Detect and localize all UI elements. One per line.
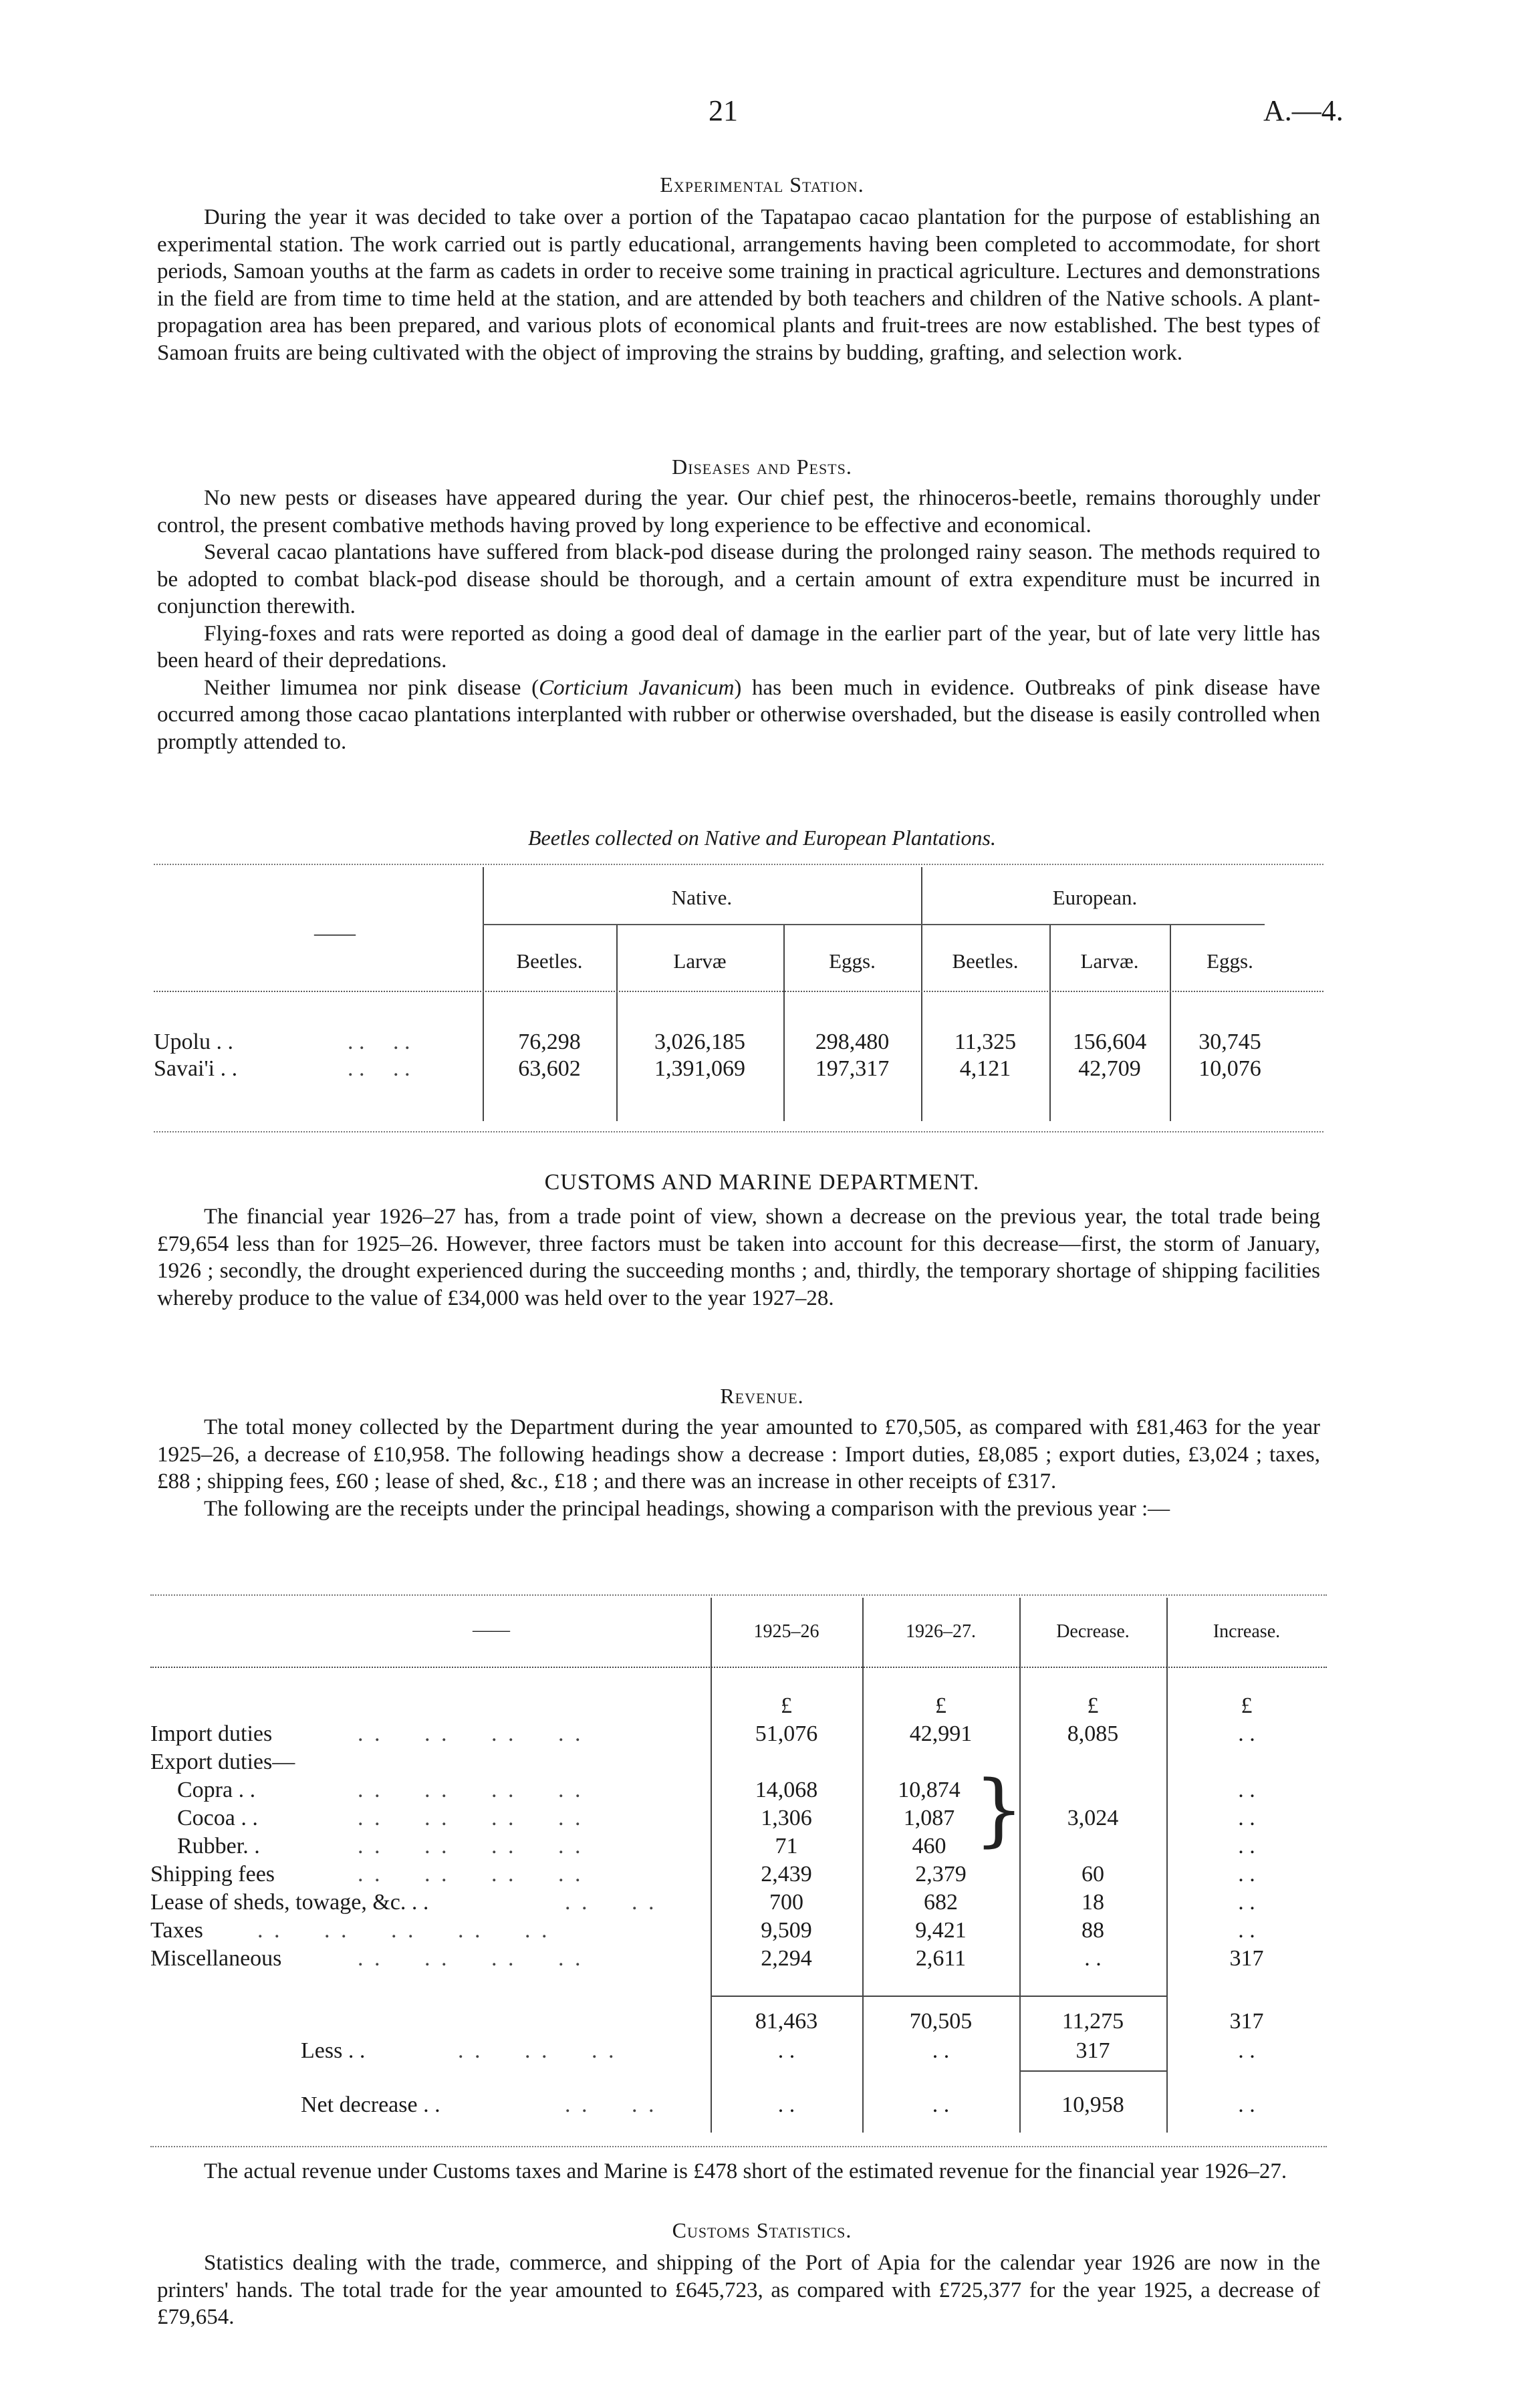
leader-dots: . . . . (348, 1056, 410, 1081)
paragraph-text: The actual revenue under Customs taxes and Marine is £478 short of the estimated revenue for the financial year 1926–27. (204, 2159, 1287, 2183)
column-header: Eggs. (1206, 949, 1253, 973)
header-rule (150, 1667, 1327, 1668)
table-cell: . . (1238, 2092, 1255, 2117)
table-cell: 460 (912, 1834, 946, 1858)
document-reference: A.—4. (1263, 94, 1344, 127)
beetles-table-caption: Beetles collected on Native and European Plantations. (528, 826, 996, 850)
row-label-taxes: Taxes (150, 1918, 203, 1943)
leader-dots: . . . . (565, 1890, 657, 1915)
column-header: Beetles. (952, 949, 1019, 973)
table-cell: . . (1238, 1862, 1255, 1887)
row-label-cocoa: Cocoa . . (177, 1806, 258, 1830)
table-cell: 11,325 (954, 1030, 1017, 1054)
beetles-table (154, 864, 1323, 1132)
table-top-rule (154, 864, 1323, 865)
table-cell: 1,087 (903, 1806, 955, 1830)
row-label-shipping-fees: Shipping fees (150, 1862, 275, 1887)
diseases-paragraph-1: No new pests or diseases have appeared during the year. Our chief pest, the rhinoceros-beetle, remains thoroughly under control, the present combative methods having proved by long experience to be effective and economical. (157, 486, 1320, 537)
stub-header: —— (314, 921, 356, 945)
currency-symbol: £ (1241, 1693, 1253, 1718)
column-header: Decrease. (1056, 1621, 1130, 1642)
table-cell: 1,391,069 (654, 1056, 745, 1081)
row-label-lease-of-sheds: Lease of sheds, towage, &c. . . (150, 1890, 429, 1915)
paragraph-text: The financial year 1926–27 has, from a trade point of view, shown a decrease on the previous year, the total trade being £79,654 less than for 1925–26. However, three factors must be taken into account for this decrease—first, the storm of January, 1926 ; secondly, the drought experienced during the succeeding months ; and, thirdly, the temporary shortage of shipping facilities whereby produce to the value of £34,000 was held over to the year 1927–28. (157, 1205, 1320, 1310)
diseases-heading: Diseases and Pests. (672, 455, 852, 479)
table-bottom-rule (150, 2146, 1327, 2147)
total-cell: 317 (1229, 2009, 1264, 2034)
row-label-miscellaneous: Miscellaneous (150, 1946, 282, 1971)
page-number: 21 (709, 94, 738, 127)
leader-dots: . . . . . . . . (358, 1946, 584, 1971)
total-cell: 70,505 (909, 2009, 973, 2034)
table-cell: . . (1238, 1918, 1255, 1943)
table-cell: . . (932, 2092, 950, 2117)
customs-statistics-paragraph (157, 2250, 1320, 2331)
leader-dots: . . . . (565, 2092, 657, 2117)
table-cell: 700 (769, 1890, 803, 1915)
experimental-station-heading: Experimental Station. (660, 172, 864, 197)
table-cell: 10,958 (1061, 2092, 1124, 2117)
row-label-upolu: Upolu . . (154, 1030, 233, 1054)
group-header-rule (483, 924, 1265, 925)
native-group-header: Native. (671, 886, 733, 909)
column-header: Eggs. (829, 949, 876, 973)
table-cell: . . (932, 2038, 950, 2063)
row-label-net-decrease: Net decrease . . (301, 2092, 440, 2117)
table-cell: 317 (1075, 2038, 1110, 2063)
row-label-copra: Copra . . (177, 1778, 256, 1802)
currency-symbol: £ (935, 1693, 946, 1718)
table-cell: 2,379 (915, 1862, 967, 1887)
european-group-header: European. (1052, 886, 1138, 909)
table-cell: 76,298 (518, 1030, 581, 1054)
subtotal-rule (711, 1996, 1166, 1997)
table-cell: 197,317 (815, 1056, 890, 1081)
table-cell: 18 (1082, 1890, 1104, 1915)
table-cell: 30,745 (1198, 1030, 1261, 1054)
row-label-import-duties: Import duties (150, 1721, 273, 1746)
column-header: Larvæ. (1080, 949, 1139, 973)
table-cell: 9,421 (915, 1918, 967, 1943)
row-label-rubber: Rubber. . (177, 1834, 260, 1858)
leader-dots: . . . . . . . . . . (257, 1918, 550, 1943)
table-cell: 1,306 (761, 1806, 812, 1830)
table-cell: 317 (1229, 1946, 1264, 1971)
table-cell: 682 (924, 1890, 958, 1915)
leader-dots: . . . . . . . . (358, 1778, 584, 1802)
table-cell: 10,076 (1198, 1056, 1261, 1081)
table-cell: . . (1238, 1834, 1255, 1858)
row-label-less: Less . . (301, 2038, 366, 2063)
leader-dots: . . . . . . . . (358, 1862, 584, 1887)
closing-paragraph (157, 2158, 1320, 2185)
diseases-paragraph-2: Several cacao plantations have suffered from black-pod disease during the prolonged rainy season. The methods required to be adopted to combat black-pod disease should be thorough, and a certain amount of extra expenditure must be incurred in conjunction therewith. (157, 540, 1320, 618)
currency-symbol: £ (781, 1693, 792, 1718)
currency-symbol: £ (1087, 1693, 1099, 1718)
table-cell: . . (1084, 1946, 1102, 1971)
customs-statistics-heading: Customs Statistics. (672, 2218, 852, 2242)
table-top-rule (150, 1594, 1327, 1596)
column-header: Increase. (1213, 1621, 1281, 1642)
table-cell: . . (1238, 2038, 1255, 2063)
paragraph-text: During the year it was decided to take over a portion of the Tapatapao cacao plantation for the purpose of establishing an experimental station. The work carried out is partly educational, arrangements having been completed to accommodate, for short periods, Samoan youths at the farm as cadets in order to receive some training in practical agriculture. Lectures and demonstrations in the field are from time to time held at the station, and are attended by both teachers and children of the Native schools. A plant-propagation area has been prepared, and various plots of economical plants and fruit-trees are now established. The best types of Samoan fruits are being cultivated with the object of improving the strains by budding, grafting, and selection work. (157, 205, 1320, 365)
table-cell: 2,611 (915, 1946, 967, 1971)
table-cell: 298,480 (815, 1030, 890, 1054)
experimental-station-paragraph (157, 204, 1320, 366)
table-cell-export-decrease: 3,024 (1067, 1806, 1119, 1830)
net-rule (1019, 2070, 1166, 2072)
receipts-table (150, 1594, 1327, 2149)
table-cell: 10,874 (898, 1778, 961, 1802)
table-cell: . . (777, 2038, 795, 2063)
table-cell: . . (1238, 1778, 1255, 1802)
table-bottom-rule (154, 1131, 1323, 1132)
revenue-paragraph-1: The total money collected by the Department during the year amounted to £70,505, as compared with £81,463 for the year 1925–26, a decrease of £10,958. The following headings show a decrease : Import duties, £8,085 ; export duties, £3,024 ; taxes, £88 ; shipping fees, £60 ; lease of shed, &c., £18 ; and there was an increase in other receipts of £317. (157, 1415, 1320, 1493)
row-label-savaii: Savai'i . . (154, 1056, 238, 1081)
table-cell: 88 (1082, 1918, 1104, 1943)
text-before-italic: Neither limumea nor pink disease ( (204, 675, 539, 700)
table-cell: 8,085 (1067, 1721, 1119, 1746)
table-cell: 2,294 (761, 1946, 812, 1971)
stub-header: —— (473, 1620, 510, 1641)
table-cell: 3,026,185 (654, 1030, 745, 1054)
row-label-export-duties: Export duties— (150, 1750, 295, 1774)
table-cell: 42,991 (909, 1721, 973, 1746)
table-cell: 42,709 (1078, 1056, 1141, 1081)
column-header: 1925–26 (753, 1621, 819, 1642)
column-header: Beetles. (516, 949, 583, 973)
column-header: Larvæ (673, 949, 727, 973)
revenue-heading: Revenue. (720, 1384, 804, 1408)
leader-dots: . . . . (348, 1030, 410, 1054)
table-cell: 156,604 (1072, 1030, 1147, 1054)
leader-dots: . . . . . . . . (358, 1806, 584, 1830)
table-cell: 14,068 (755, 1778, 818, 1802)
leader-dots: . . . . . . . . (358, 1721, 584, 1746)
table-cell: 4,121 (959, 1056, 1011, 1081)
table-cell: 63,602 (518, 1056, 581, 1081)
paragraph-text: Statistics dealing with the trade, commerce, and shipping of the Port of Apia for the calendar year 1926 are now in the printers' hands. The total trade for the year amounted to £645,723, as compared with £725,377 for the year 1925, a decrease of £79,654. (157, 2251, 1320, 2329)
leader-dots: . . . . . . (458, 2038, 617, 2063)
diseases-paragraph-3: Flying-foxes and rats were reported as doing a good deal of damage in the earlier part of the year, but of late very little has been heard of their depredations. (157, 621, 1320, 673)
table-cell: 2,439 (761, 1862, 812, 1887)
italic-species-name: Corticium Javanicum (539, 675, 735, 700)
table-cell: 60 (1082, 1862, 1104, 1887)
leader-dots: . . . . . . . . (358, 1834, 584, 1858)
table-cell: 71 (775, 1834, 798, 1858)
revenue-paragraphs (157, 1414, 1320, 1522)
customs-section-title: CUSTOMS AND MARINE DEPARTMENT. (544, 1170, 980, 1195)
table-cell: . . (1238, 1806, 1255, 1830)
revenue-paragraph-2: The following are the receipts under the principal headings, showing a comparison with the previous year :— (204, 1496, 1170, 1521)
table-cell: . . (1238, 1890, 1255, 1915)
table-cell: 51,076 (755, 1721, 818, 1746)
column-header: 1926–27. (906, 1621, 976, 1642)
table-cell: . . (1238, 1721, 1255, 1746)
total-cell: 81,463 (755, 2009, 818, 2034)
table-cell: 9,509 (761, 1918, 812, 1943)
text-after-italic: ) has been much in evidence. Outbreaks of pink disease have occurred among those cacao plantations interplanted with rubber or otherwise overshaded, but the disease is easily controlled when promptly attended to. (157, 675, 1320, 754)
diseases-paragraph-4 (157, 675, 1320, 756)
right-brace-icon: } (974, 1763, 1025, 1855)
customs-paragraph (157, 1203, 1320, 1312)
total-cell: 11,275 (1061, 2009, 1124, 2034)
header-rule (154, 991, 1323, 992)
table-cell: . . (777, 2092, 795, 2117)
diseases-paragraphs (157, 485, 1320, 755)
